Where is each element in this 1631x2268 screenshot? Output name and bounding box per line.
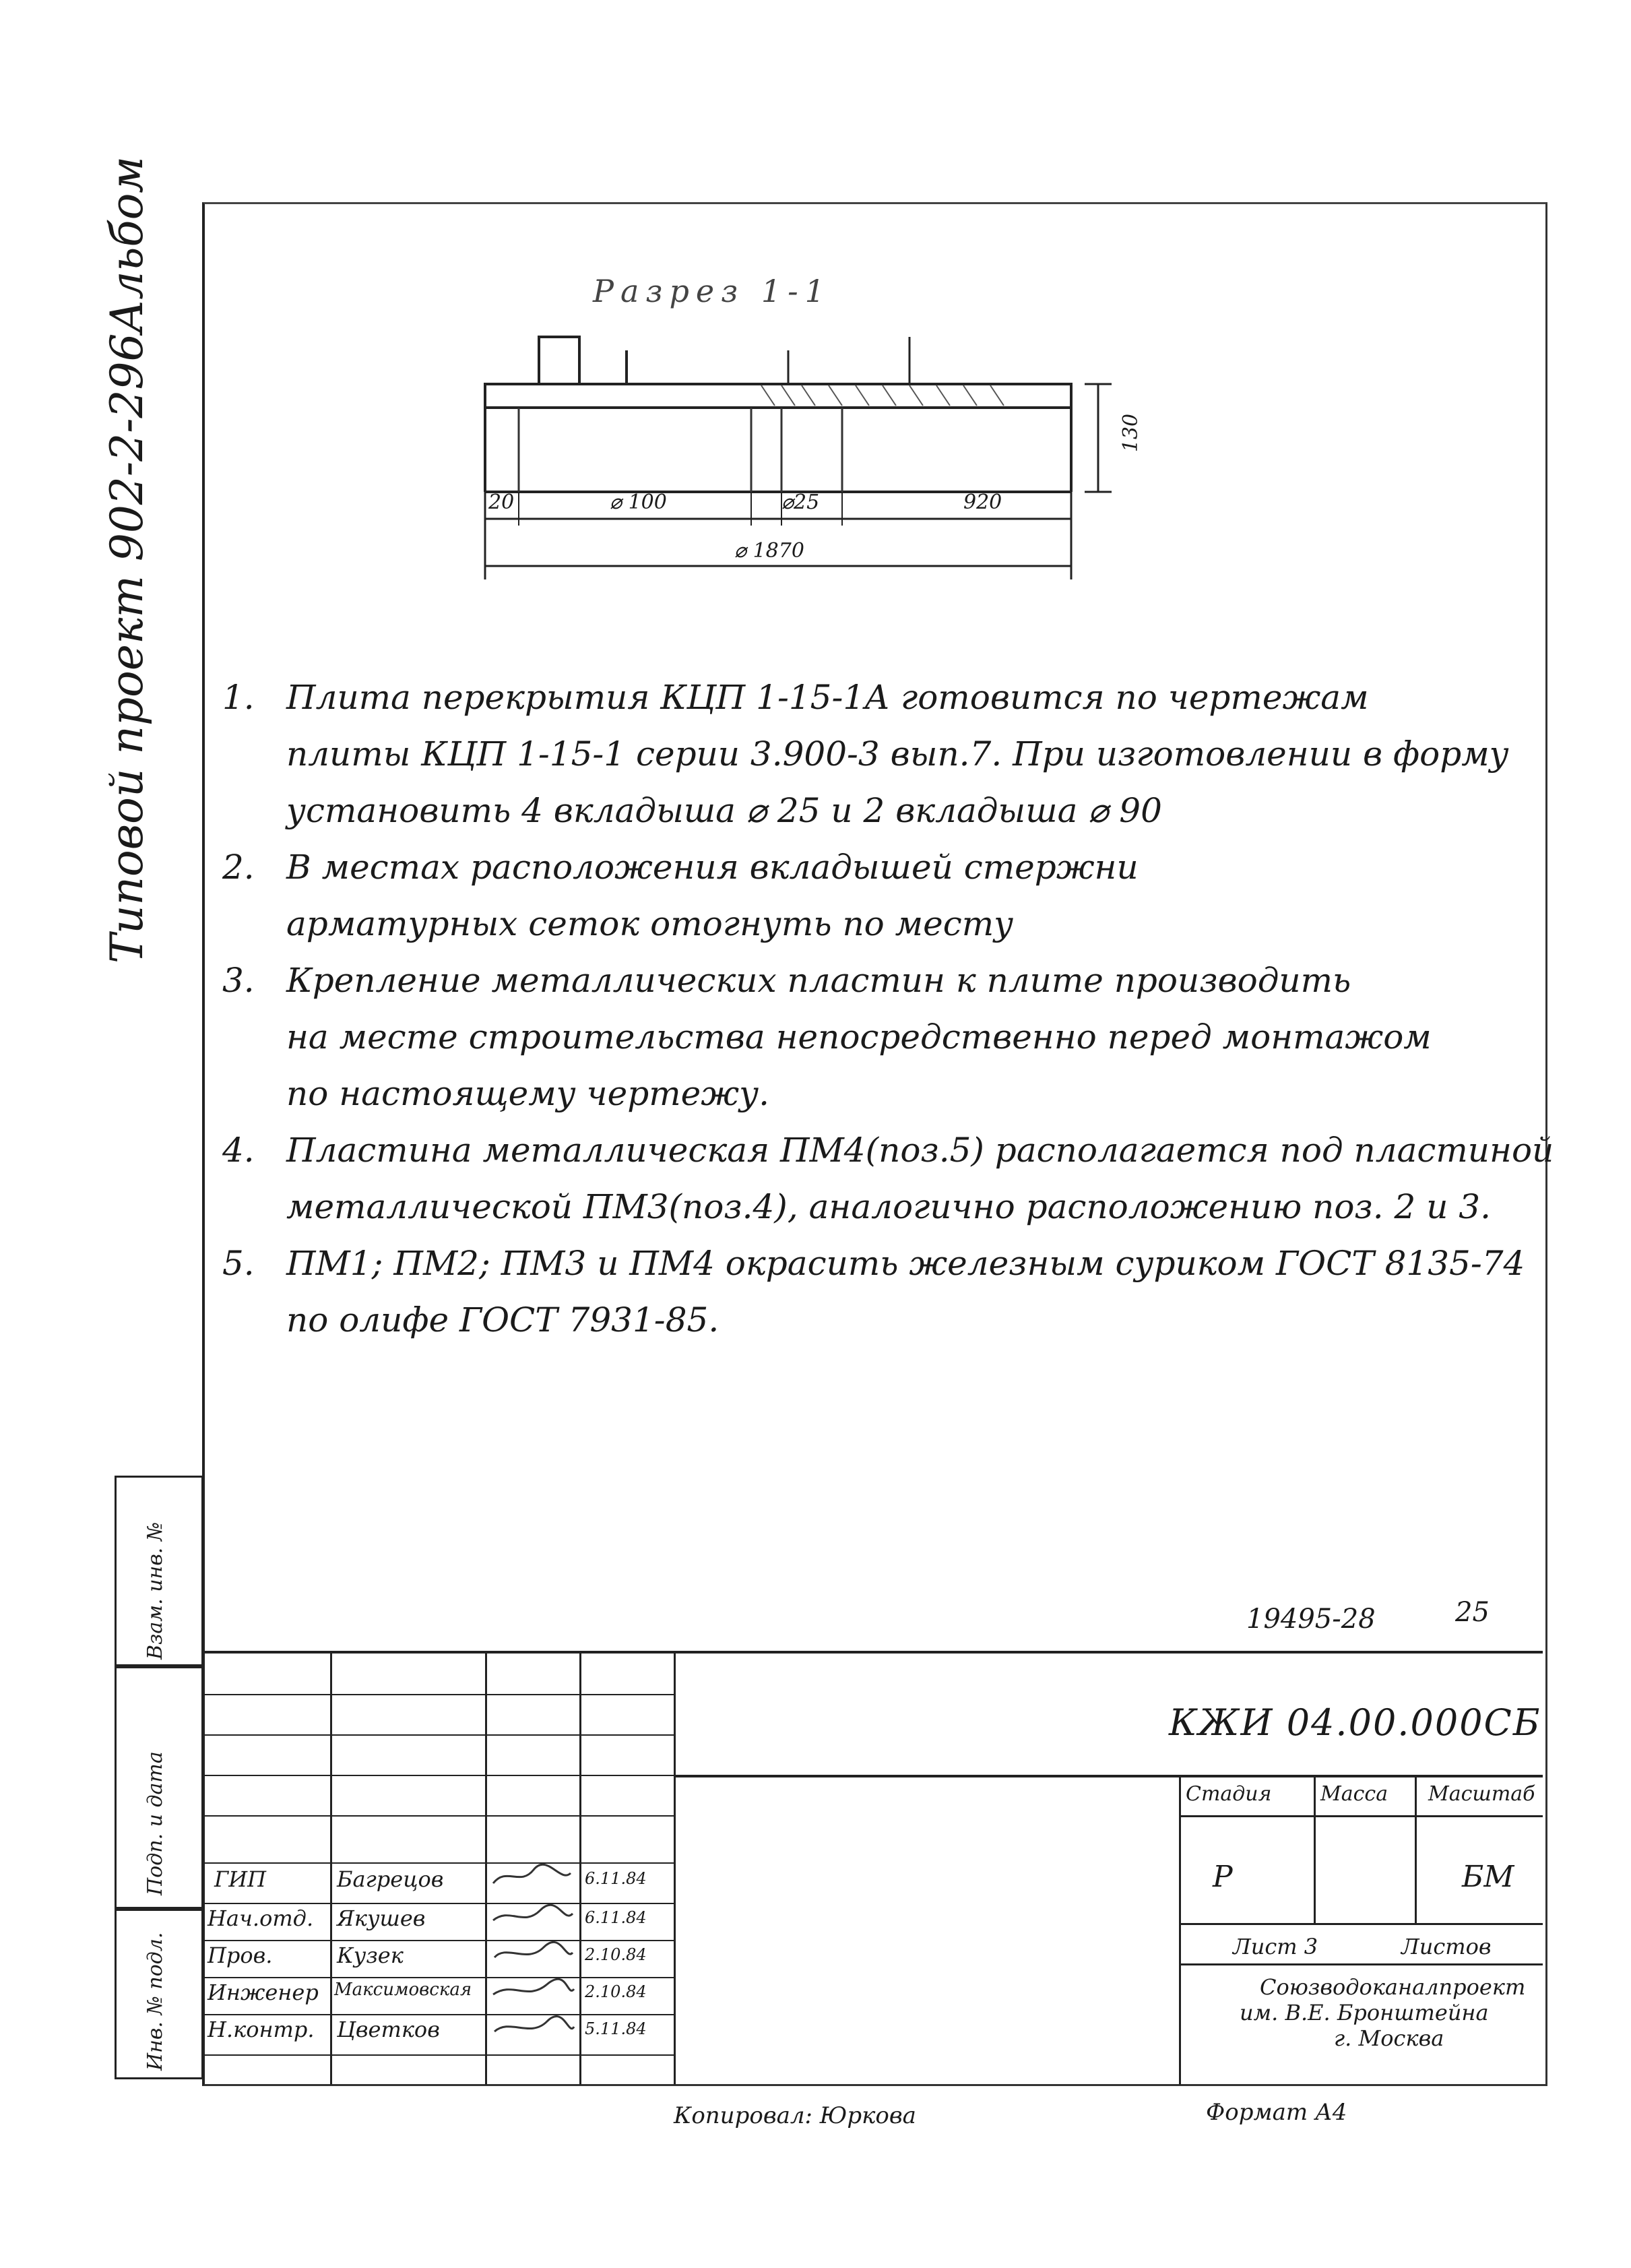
note-line: В местах расположения вкладышей стержни xyxy=(286,848,1139,887)
dim-20: 20 xyxy=(488,491,515,514)
notes-list xyxy=(222,678,1554,1360)
replacement-inventory-box xyxy=(115,1476,203,1668)
note-line: плиты КЦП 1-15-1 серии 3.900-3 вып.7. При изготовлении в форму xyxy=(286,734,1509,774)
note-line: арматурных сеток отогнуть по месту xyxy=(286,904,1014,943)
note-line: Пластина металлическая ПМ4(поз.5) располагается под пластиной xyxy=(286,1131,1554,1170)
sheets-label: Листов xyxy=(1401,1934,1492,1959)
copied-by: Копировал: Юркова xyxy=(674,2102,916,2129)
dim-d100: ⌀ 100 xyxy=(610,491,667,514)
date-checked: 2.10.84 xyxy=(585,1945,647,1964)
original-inventory-label: Инв. № подл. xyxy=(143,1932,167,2071)
note-number: 2. xyxy=(222,848,255,887)
dim-d25: ⌀25 xyxy=(781,491,820,514)
name-checked: Кузек xyxy=(337,1943,404,1968)
plate-top-band xyxy=(485,384,1071,408)
role-norm-control: Н.контр. xyxy=(207,2017,315,2042)
note-line: установить 4 вкладыша ⌀ 25 и 2 вкладыша ⌀ 90 xyxy=(286,791,1162,830)
role-gip: ГИП xyxy=(214,1866,266,1892)
name-norm-control: Цветков xyxy=(337,2017,440,2042)
document-number: КЖИ 04.00.000СБ xyxy=(1169,1701,1541,1744)
role-dept-head: Нач.отд. xyxy=(207,1905,314,1931)
org-line-3: г. Москва xyxy=(1334,2025,1444,2051)
signature-date-box xyxy=(115,1664,203,1911)
dim-130: 130 xyxy=(1119,413,1143,453)
sheet-format: Формат А4 xyxy=(1206,2099,1347,2126)
dim-d1870: ⌀ 1870 xyxy=(734,539,804,563)
note-4 xyxy=(222,1131,1554,1226)
note-5 xyxy=(222,1244,1525,1340)
dim-920: 920 xyxy=(963,491,1002,514)
date-norm-control: 5.11.84 xyxy=(585,2019,647,2038)
note-1 xyxy=(222,678,1523,830)
note-line: на месте строительства непосредственно перед монтажом xyxy=(286,1017,1432,1057)
note-line: ПМ1; ПМ2; ПМ3 и ПМ4 окрасить железным суриком ГОСТ 8135-74 xyxy=(286,1244,1525,1283)
name-gip: Багрецов xyxy=(337,1866,444,1892)
note-line: по олифе ГОСТ 7931-85. xyxy=(286,1300,719,1340)
scale-header: Масштаб xyxy=(1428,1782,1535,1806)
project-title-vertical: Типовой проект 902-2-296Альбом xyxy=(101,156,153,964)
signature-gip xyxy=(493,1864,571,1883)
note-number: 1. xyxy=(222,678,255,717)
signature-engineer xyxy=(493,1979,574,1994)
note-line: Крепление металлических пластин к плите производить xyxy=(286,961,1351,1000)
stamp-ref: 19495-28 xyxy=(1246,1604,1376,1635)
org-line-1: Союзводоканалпроект xyxy=(1260,1974,1526,2000)
section-drawing xyxy=(465,323,1206,620)
note-2 xyxy=(222,850,1523,941)
signatures xyxy=(486,1860,579,2055)
plate-pm1 xyxy=(539,337,579,384)
sheet-index: 25 xyxy=(1455,1597,1490,1628)
note-line: Плита перекрытия КЦП 1-15-1А готовится по чертежам xyxy=(286,678,1369,717)
note-3 xyxy=(222,961,1523,1113)
note-number: 5. xyxy=(222,1244,255,1283)
replacement-inventory-label: Взам. инв. № xyxy=(143,1521,167,1660)
signature-checked xyxy=(494,1942,573,1957)
sheet-label: Лист 3 xyxy=(1233,1934,1318,1959)
note-number: 3. xyxy=(222,961,255,1000)
plate-hatching xyxy=(761,385,1004,406)
date-dept-head: 6.11.84 xyxy=(585,1908,647,1927)
section-label: Разрез 1-1 xyxy=(593,273,831,309)
note-line: металлической ПМ3(поз.4), аналогично расположению поз. 2 и 3. xyxy=(286,1187,1491,1226)
stage-header: Стадия xyxy=(1186,1782,1272,1806)
role-checked: Пров. xyxy=(207,1943,273,1968)
mass-header: Масса xyxy=(1320,1782,1388,1806)
original-inventory-box xyxy=(115,1907,203,2079)
signature-norm-control xyxy=(494,2017,574,2031)
role-engineer: Инженер xyxy=(207,1980,319,2005)
note-line: по настоящему чертежу. xyxy=(286,1074,769,1113)
date-gip: 6.11.84 xyxy=(585,1869,647,1888)
name-engineer: Максимовская xyxy=(334,1980,472,2000)
signature-date-label: Подп. и дата xyxy=(143,1751,167,1895)
org-line-2: им. В.Е. Бронштейна xyxy=(1240,2000,1489,2025)
stage-value: Р xyxy=(1213,1860,1233,1894)
date-engineer: 2.10.84 xyxy=(585,1982,647,2001)
signature-dept-head xyxy=(493,1905,573,1920)
name-dept-head: Якушев xyxy=(337,1905,426,1931)
note-number: 4. xyxy=(222,1131,255,1170)
scale-value: БМ xyxy=(1462,1860,1514,1894)
